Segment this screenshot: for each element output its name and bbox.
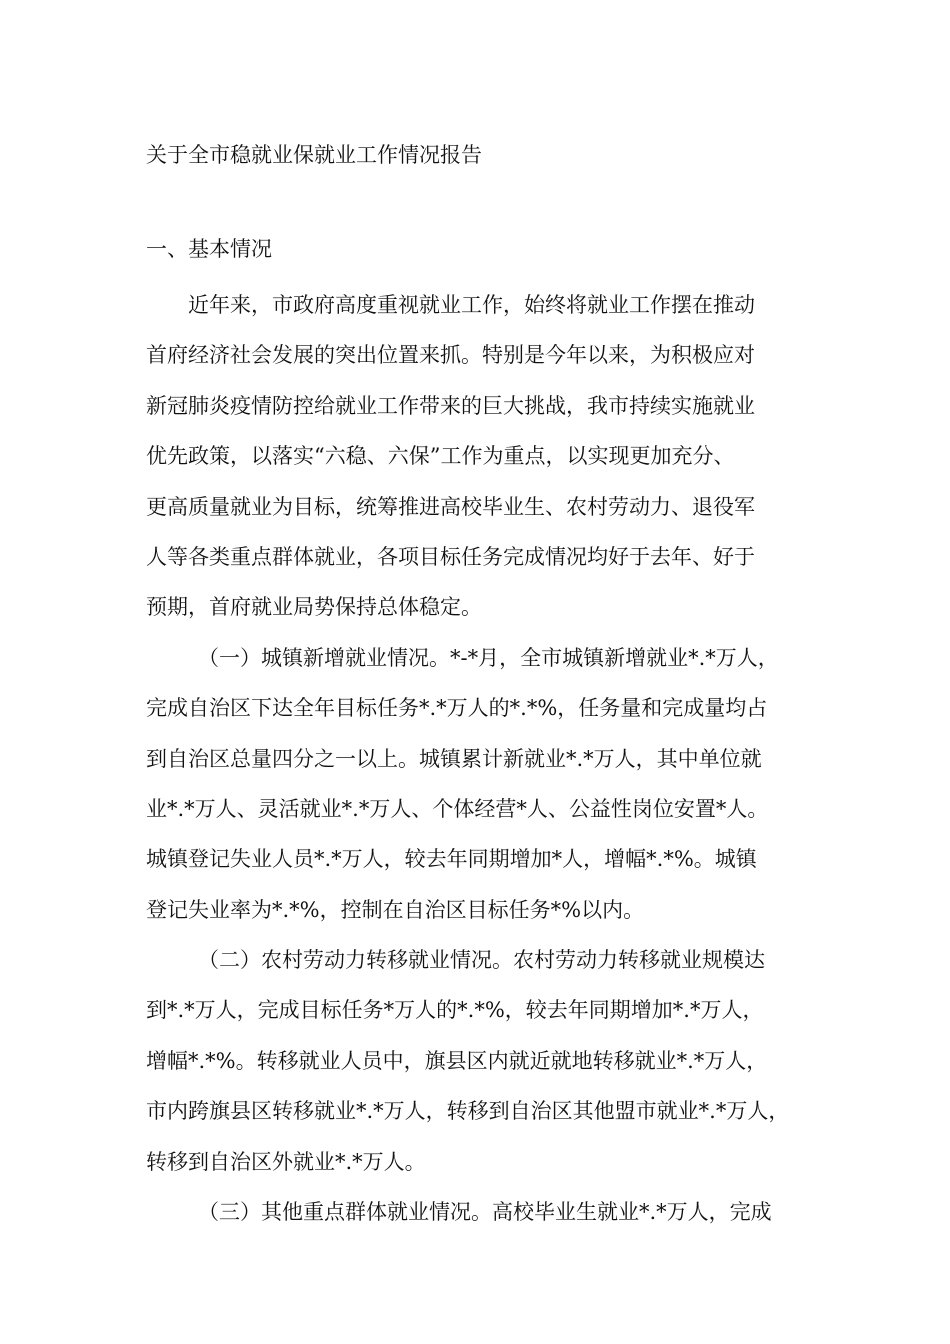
text-line: 首府经济社会发展的突出位置来抓。特别是今年以来，为积极应对 xyxy=(146,343,755,368)
text-line: 完成自治区下达全年目标任务*.*万人的*.*%，任务量和完成量均占 xyxy=(146,696,768,721)
text-line: 市内跨旗县区转移就业*.*万人，转移到自治区其他盟市就业*.*万人， xyxy=(146,1099,790,1124)
text-line: 到自治区总量四分之一以上。城镇累计新就业*.*万人，其中单位就 xyxy=(146,746,762,771)
text-line: 预期，首府就业局势保持总体稳定。 xyxy=(146,595,482,620)
text-line: 登记失业率为*.*%，控制在自治区目标任务*%以内。 xyxy=(146,897,645,922)
subsection-heading: （三）其他重点群体就业情况。高校毕业生就业*.*万人，完成 xyxy=(198,1200,772,1225)
section-heading: 一、基本情况 xyxy=(146,237,272,261)
text-line: 更高质量就业为目标，统筹推进高校毕业生、农村劳动力、退役军 xyxy=(146,494,755,519)
text-line: 优先政策，以落实“六稳、六保”工作为重点，以实现更加充分、 xyxy=(146,444,735,469)
document-title: 关于全市稳就业保就业工作情况报告 xyxy=(146,143,482,167)
text-line: 城镇登记失业人员*.*万人，较去年同期增加*人，增幅*.*%。城镇 xyxy=(146,847,757,872)
subsection-heading: （一）城镇新增就业情况。*-*月，全市城镇新增就业*.*万人， xyxy=(198,645,779,670)
text-line: 到*.*万人，完成目标任务*万人的*.*%，较去年同期增加*.*万人， xyxy=(146,998,764,1023)
text-line: 新冠肺炎疫情防控给就业工作带来的巨大挑战，我市持续实施就业 xyxy=(146,393,755,418)
text-line: 人等各类重点群体就业，各项目标任务完成情况均好于去年、好于 xyxy=(146,544,755,569)
text-line: 转移到自治区外就业*.*万人。 xyxy=(146,1149,426,1174)
subsection-heading: （二）农村劳动力转移就业情况。农村劳动力转移就业规模达 xyxy=(198,948,765,973)
document-body xyxy=(146,280,826,1237)
text-line: 业*.*万人、灵活就业*.*万人、个体经营*人、公益性岗位安置*人。 xyxy=(146,796,769,821)
text-line: 近年来，市政府高度重视就业工作，始终将就业工作摆在推动 xyxy=(188,293,755,317)
text-line: 增幅*.*%。转移就业人员中，旗县区内就近就地转移就业*.*万人， xyxy=(146,1048,768,1073)
